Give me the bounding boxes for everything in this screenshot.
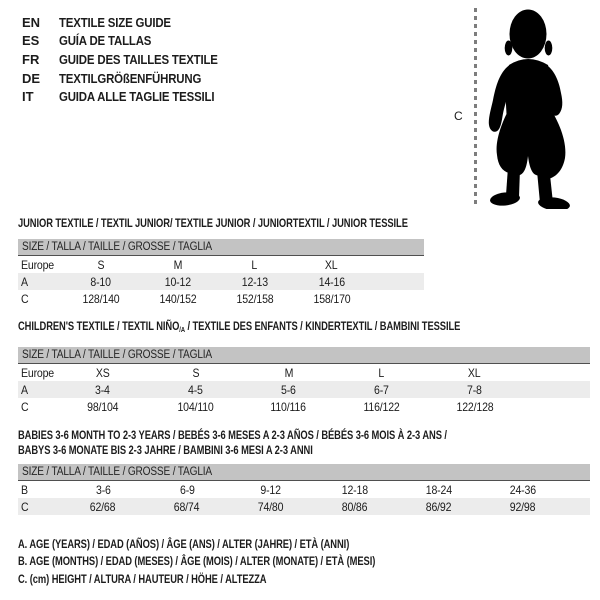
- size-cell: [149, 383, 242, 397]
- table-row: [18, 398, 590, 415]
- footnote-text: A. AGE (YEARS) / EDAD (AÑOS) / ÂGE (ANS) / ALTER (JAHRE) / ETÀ (ANNI): [18, 536, 350, 551]
- footnote-line: [18, 535, 476, 553]
- size-cell-text: 122/128: [456, 399, 493, 414]
- language-label: GUÍA DE TALLAS: [59, 33, 152, 49]
- table-title-text: BABIES 3-6 MONTH TO 2-3 YEARS / BEBÉS 3-6 MESES A 2-3 AÑOS / BÉBÉS 3-6 MOIS À 2-3 ANS /: [18, 428, 447, 442]
- size-cell: [62, 275, 139, 289]
- table-row: [18, 290, 424, 307]
- size-cell: [242, 383, 335, 397]
- size-cell: [216, 292, 293, 306]
- size-cell-text: 7-8: [467, 382, 482, 397]
- language-label: TEXTILE SIZE GUIDE: [59, 14, 171, 30]
- language-code: DE: [22, 70, 41, 86]
- size-cell-text: 5-6: [281, 382, 296, 397]
- size-cell-text: 158/170: [313, 291, 350, 306]
- size-cell-text: L: [378, 365, 385, 380]
- footnote-line: [18, 553, 476, 571]
- junior-table-title: [18, 216, 518, 231]
- size-cell-text: 24-36: [509, 482, 537, 497]
- size-cell-text: 110/116: [270, 399, 307, 414]
- row-label: [18, 292, 62, 306]
- footnotes: [18, 535, 476, 588]
- size-cell-text: 4-5: [188, 382, 203, 397]
- row-label-text: C: [21, 399, 29, 414]
- size-cell: [149, 400, 242, 414]
- size-cell-text: XL: [468, 365, 481, 380]
- junior-size-table: [18, 239, 424, 307]
- size-cell-text: S: [97, 257, 104, 272]
- size-header-label: SIZE / TALLA / TAILLE / GRÖSSE / TAGLIA: [22, 466, 212, 478]
- size-cell: [229, 500, 313, 514]
- size-cell: [56, 400, 149, 414]
- size-cell-text: 86/92: [426, 499, 452, 514]
- row-label: [18, 383, 56, 397]
- size-header-bar: [18, 239, 424, 256]
- size-cell-text: 116/122: [363, 399, 400, 414]
- language-list: [22, 13, 239, 106]
- babies-table-title: [18, 428, 568, 457]
- size-cell-text: M: [284, 365, 293, 380]
- language-label: GUIDE DES TAILLES TEXTILE: [59, 51, 218, 67]
- footnote-text: C. (cm) HEIGHT / ALTURA / HAUTEUR / HÖHE / ALTEZZA: [18, 571, 267, 586]
- size-cell-text: 8-10: [90, 274, 111, 289]
- size-header-bar: [18, 347, 590, 364]
- size-cell: [293, 258, 370, 272]
- size-cell: [335, 383, 428, 397]
- table-title-line: [18, 428, 568, 443]
- size-cell: [61, 483, 145, 497]
- size-cell-text: 104/110: [177, 399, 214, 414]
- size-cell: [216, 275, 293, 289]
- size-cell: [397, 500, 481, 514]
- baby-silhouette-icon: [484, 5, 579, 209]
- size-cell: [313, 500, 397, 514]
- size-cell-text: 9-12: [260, 482, 282, 497]
- table-row: [18, 256, 424, 273]
- size-cell: [61, 500, 145, 514]
- size-cell-text: 3-4: [95, 382, 110, 397]
- language-label: GUIDA ALLE TAGLIE TESSILI: [59, 89, 215, 105]
- size-cell-text: 14-16: [318, 274, 345, 289]
- children-table-title: [18, 319, 585, 337]
- size-cell: [428, 383, 521, 397]
- size-cell: [397, 483, 481, 497]
- language-row: [22, 13, 239, 32]
- row-label-text: A: [21, 274, 28, 289]
- language-label: TEXTILGRÖßENFÜHRUNG: [59, 70, 202, 86]
- size-cell: [149, 366, 242, 380]
- row-label-text: C: [21, 291, 29, 306]
- row-label: [18, 483, 61, 497]
- size-cell: [242, 366, 335, 380]
- size-header-label: SIZE / TALLA / TAILLE / GRÖSSE / TAGLIA: [22, 241, 212, 253]
- size-cell-text: 74/80: [258, 499, 284, 514]
- footnote-line: [18, 570, 476, 588]
- table-title-text: JUNIOR TEXTILE / TEXTIL JUNIOR/ TEXTILE JUNIOR / JUNIORTEXTIL / JUNIOR TESSILE: [18, 216, 408, 230]
- row-label-text: C: [21, 499, 29, 514]
- language-code: IT: [22, 89, 34, 105]
- table-row: [18, 481, 590, 498]
- size-cell-text: 6-7: [374, 382, 389, 397]
- size-cell-text: 12-13: [241, 274, 268, 289]
- size-cell: [56, 366, 149, 380]
- language-row: [22, 32, 239, 51]
- size-cell: [313, 483, 397, 497]
- size-cell-text: 152/158: [236, 291, 273, 306]
- language-row: [22, 50, 239, 69]
- size-cell: [229, 483, 313, 497]
- size-header-bar: [18, 464, 590, 481]
- size-cell: [139, 292, 216, 306]
- size-cell: [56, 383, 149, 397]
- height-dashed-line: [474, 8, 477, 207]
- size-cell-text: XS: [95, 365, 110, 380]
- size-cell: [481, 483, 565, 497]
- table-title-line: [18, 443, 568, 458]
- table-title-text: BABYS 3-6 MONATE BIS 2-3 JAHRE / BAMBINI 3-6 MESI A 2-3 ANNI: [18, 442, 313, 457]
- row-label-text: Europe: [21, 365, 54, 380]
- table-row: [18, 273, 424, 290]
- size-cell: [242, 400, 335, 414]
- language-row: [22, 87, 239, 106]
- babies-size-table: [18, 464, 590, 515]
- size-cell: [428, 366, 521, 380]
- size-cell: [335, 400, 428, 414]
- size-cell-text: L: [251, 257, 258, 272]
- table-title-text: CHILDREN'S TEXTILE / TEXTIL $NIÑO_{/A}$ / TEXTILE DES ENFANTS / KINDERTEXTIL / BAMBINI TESSILE: [18, 319, 461, 334]
- size-cell-text: 12-18: [341, 482, 369, 497]
- size-cell: [293, 275, 370, 289]
- size-cell-text: 140/152: [159, 291, 196, 306]
- row-label: [18, 366, 56, 380]
- footnote-text: B. AGE (MONTHS) / EDAD (MESES) / ÂGE (MOIS) / ALTER (MONATE) / ETÀ (MESI): [18, 554, 376, 569]
- size-header-label: SIZE / TALLA / TAILLE / GRÖSSE / TAGLIA: [22, 349, 212, 361]
- table-title-line: [18, 216, 518, 231]
- size-cell-text: 18-24: [425, 482, 453, 497]
- table-rows: [18, 256, 424, 307]
- language-code: FR: [22, 51, 40, 67]
- table-title-line: [18, 319, 585, 337]
- size-cell: [139, 275, 216, 289]
- size-cell: [145, 500, 229, 514]
- row-label-text: B: [21, 482, 28, 497]
- size-cell-text: 3-6: [95, 482, 111, 497]
- children-size-table: [18, 347, 590, 415]
- row-label: [18, 275, 62, 289]
- size-cell-text: 128/140: [82, 291, 119, 306]
- row-label: [18, 400, 56, 414]
- size-cell-text: 62/68: [90, 499, 116, 514]
- row-label-text: A: [21, 382, 28, 397]
- size-cell-text: 98/104: [86, 399, 119, 414]
- size-cell-text: 80/86: [342, 499, 368, 514]
- size-cell-text: 68/74: [174, 499, 200, 514]
- size-cell: [293, 292, 370, 306]
- size-cell: [62, 292, 139, 306]
- language-row: [22, 69, 239, 88]
- size-cell: [62, 258, 139, 272]
- size-cell: [428, 400, 521, 414]
- row-label: [18, 258, 62, 272]
- size-cell-text: 6-9: [179, 482, 195, 497]
- size-cell: [216, 258, 293, 272]
- height-measure-label: C: [454, 109, 463, 123]
- language-code: ES: [22, 33, 40, 49]
- size-cell: [145, 483, 229, 497]
- size-cell-text: S: [192, 365, 199, 380]
- size-cell-text: XL: [325, 257, 338, 272]
- size-cell: [139, 258, 216, 272]
- table-rows: [18, 364, 590, 415]
- size-cell: [335, 366, 428, 380]
- size-cell-text: 10-12: [164, 274, 191, 289]
- table-rows: [18, 481, 590, 515]
- row-label-text: Europe: [21, 257, 54, 272]
- row-label: [18, 500, 61, 514]
- table-row: [18, 381, 590, 398]
- table-row: [18, 364, 590, 381]
- table-row: [18, 498, 590, 515]
- language-code: EN: [22, 14, 41, 30]
- size-cell: [481, 500, 565, 514]
- size-cell-text: M: [173, 257, 182, 272]
- size-cell-text: 92/98: [510, 499, 536, 514]
